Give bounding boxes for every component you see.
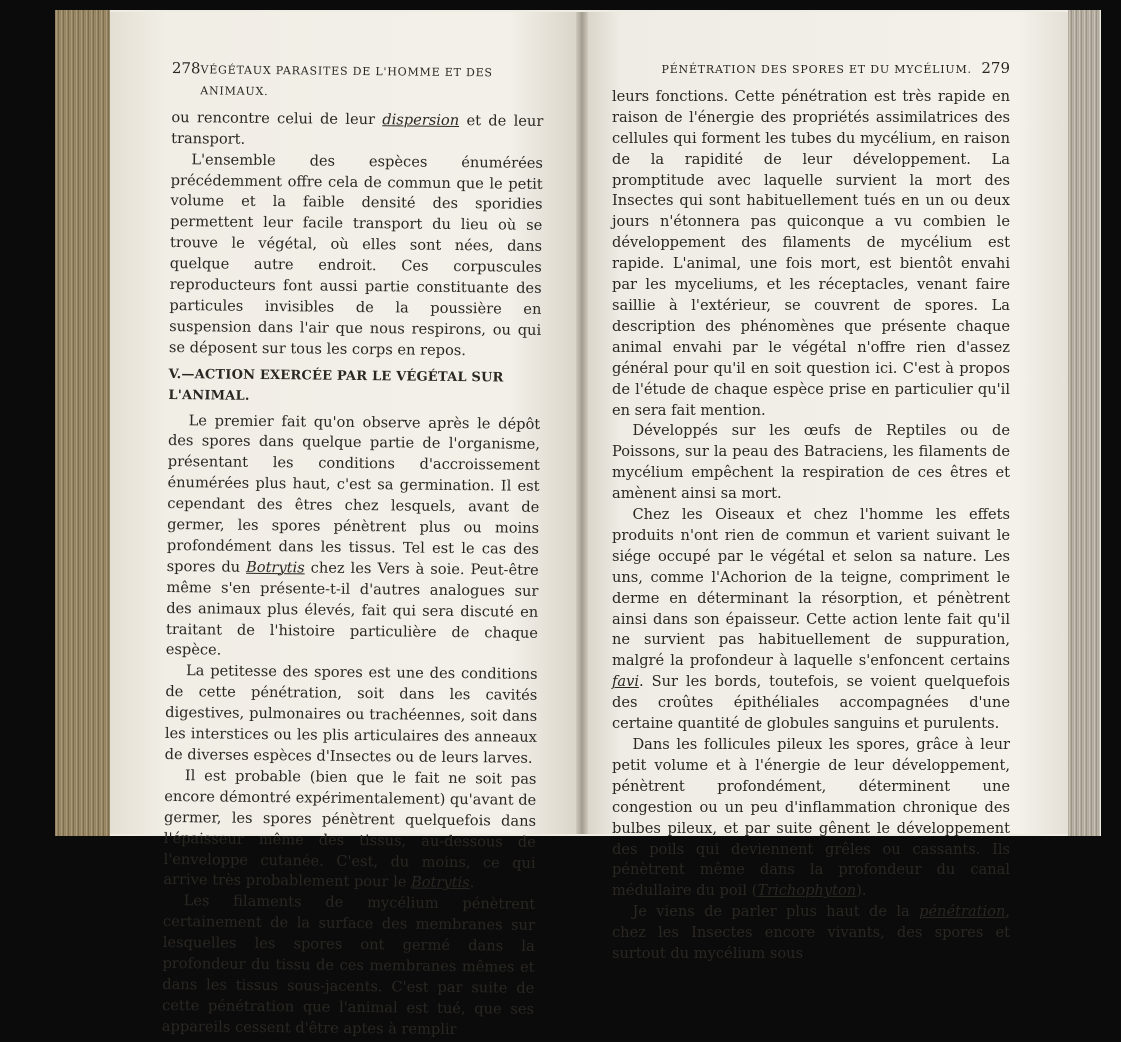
left-page-header (172, 58, 544, 106)
running-head: PÉNÉTRATION DES SPORES ET DU MYCÉLIUM. (661, 63, 972, 76)
paragraph: Le premier fait qu'on observe après le dépôt des spores dans quelque partie de l'organisme, présentant les conditions d'accroissement énumérées plus haut, c'est sa germination. Il est cependant des êtres chez lesquels, avant de germer, les spores pénètrent plus ou moins profondément dans les tissus. Tel est le cas des spores du Botrytis chez les Vers à soie. Peut-être même s'en présente-t-il d'autres analogues sur des animaux plus élevés, fait qui sera discuté en traitant de l'histoire particulière de chaque espèce. (165, 411, 541, 660)
page-edges-right (1068, 10, 1100, 836)
right-page-text (612, 58, 1010, 965)
page-edges-left (55, 10, 110, 836)
page-number: 278 (171, 58, 201, 78)
right-page-header (612, 58, 1010, 81)
running-head: VÉGÉTAUX PARASITES DE L'HOMME ET DES ANIMAUX. (200, 63, 493, 98)
paragraph: L'ensemble des espèces énumérées précédemment offre cela de commun que le petit volume et la faible densité des sporidies permettent leur facile transport du lieu où se trouve le végétal, où elles sont nées, dans quelque autre endroit. Ces corpuscules reproducteurs font aussi partie constituante des particules invisibles de la poussière en suspension dans l'air que nous respirons, ou qui se déposent sur tous les corps en repos. (168, 150, 544, 359)
paragraph: Développés sur les œufs de Reptiles ou de Poissons, sur la peau des Batraciens, les filaments de mycélium empêchent la respiration de ces êtres et amènent ainsi sa mort. (612, 422, 1010, 503)
section-heading: V.—ACTION EXERCÉE PAR LE VÉGÉTAL SUR L'ANIMAL. (168, 366, 504, 404)
paragraph: Je viens de parler plus haut de la pénétration, chez les Insectes encore vivants, des spores et surtout du mycélium sous (612, 903, 1010, 963)
paragraph: leurs fonctions. Cette pénétration est très rapide en raison de l'énergie des propriétés assimilatrices des cellules qui forment les tubes du mycélium, en raison de la rapidité de leur développement. La promptitude avec laquelle survient la mort des Insectes qui sont habituellement tués en un ou deux jours n'étonnera pas quiconque a vu combien le développement des filaments de mycélium est rapide. L'animal, une fois mort, est bientôt envahi par les myceliums, et les réceptacles, venant faire saillie à l'extérieur, se couvrent de spores. La description des phénomènes que présente chaque animal envahi par le végétal n'offre rien d'assez général pour qu'il en soit question ici. C'est à propos de l'étude de chaque espèce prise en particulier qu'il en sera fait mention. (612, 87, 1010, 419)
paragraph: ou rencontre celui de leur dispersion et de leur transport. (171, 108, 544, 148)
paragraph: Il est probable (bien que le fait ne soit pas encore démontré expérimentalement) qu'avant de germer, les spores pénètrent quelquefois dans l'épaisseur même des tissus, au-dessous de l'enveloppe cutanée. C'est, du moins, ce qui arrive très probablement pour le Botrytis. (163, 767, 537, 892)
left-page-text (162, 58, 544, 1042)
paragraph: La petitesse des spores est une des conditions de cette pénétration, soit dans les cavités digestives, pulmonaires ou trachéennes, soit dans les interstices ou les plis articulaires des anneaux de diverses espèces d'Insectes ou de leurs larves. (164, 662, 538, 767)
paragraph: Les filaments de mycélium pénètrent certainement de la surface des membranes sur lesquelles les spores ont germé dans la profondeur du tissu de ces membranes mêmes et dans les tissus sous-jacents. C'est par suite de cette pénétration que l'animal est tué, que ses appareils cessent d'être aptes à remplir (161, 892, 536, 1038)
paragraph: Dans les follicules pileux les spores, grâce à leur petit volume et à l'énergie de leur développement, pénètrent profondément, déterminent une congestion ou un peu d'inflammation chronique des bulbes pileux, et par suite gênent le développement des poils qui deviennent grêles ou cassants. Ils pénètrent même dans la profondeur du canal médullaire du poil (Trichophyton). (612, 736, 1010, 900)
paragraph: Chez les Oiseaux et chez l'homme les effets produits n'ont rien de commun et varient suivant le siége occupé par le végétal et selon sa nature. Les uns, comme l'Achorion de la teigne, compriment le derme en déterminant la résorption, et pénètrent ainsi dans son épaisseur. Cette action lente fait qu'il ne survient pas habituellement de suppuration, malgré la profondeur à laquelle s'enfoncent certains favi. Sur les bords, toutefois, se voient quelquefois des croûtes épithéliales accompagnées d'une certaine quantité de globules sanguins et purulents. (612, 506, 1010, 733)
book-gutter (576, 12, 588, 834)
page-number: 279 (981, 59, 1010, 77)
